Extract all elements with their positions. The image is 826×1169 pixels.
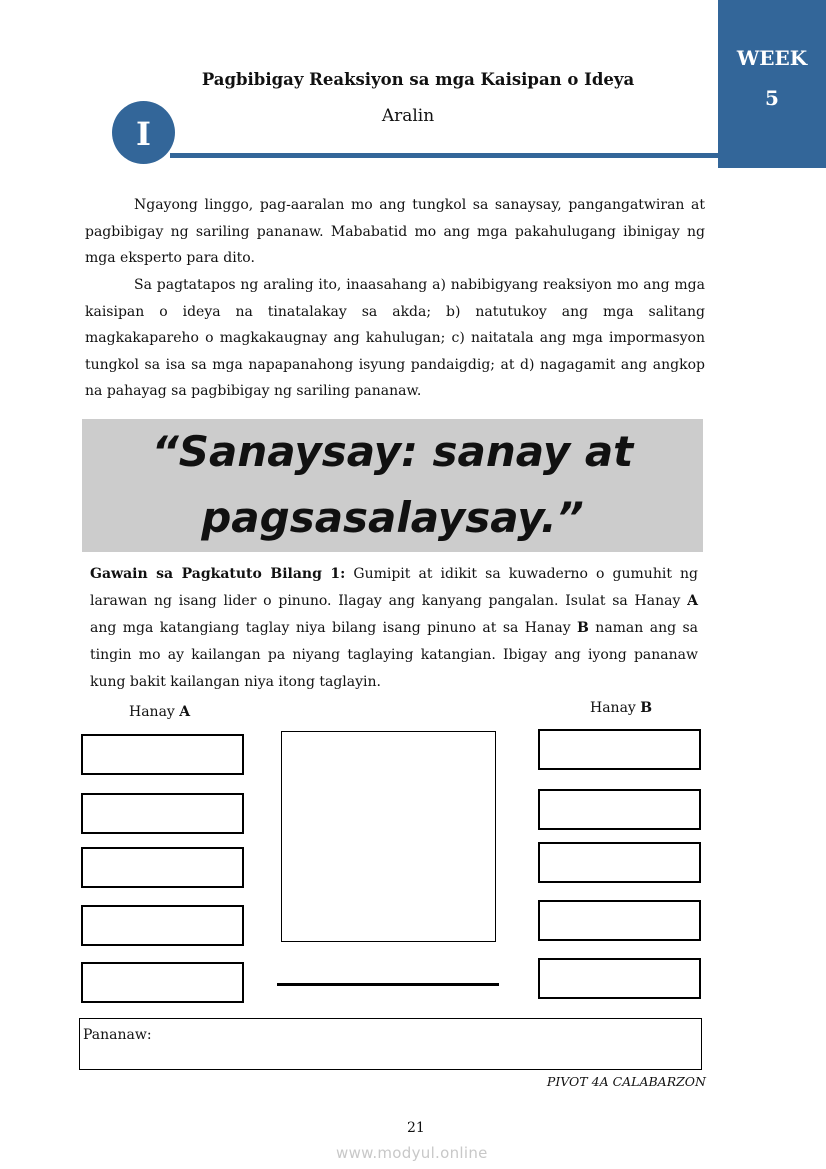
activity-text: naman ang sa tingin mo ay kailangan pa niyang taglaying katangian. Ibigay ang iyong pananaw kung bakit kailangan niya itong taglayin. [90,620,698,690]
activity-heading: Gawain sa Pagkatuto Bilang 1: [90,566,346,582]
quote-line: “Sanaysay: sanay at [151,427,634,476]
page-number: 21 [407,1120,425,1136]
header-rule [170,153,718,158]
column-b-letter: B [640,700,653,716]
pananaw-label: Pananaw: [83,1027,152,1043]
column-a-label [129,704,190,720]
column-b-label [590,700,652,716]
week-number: 5 [765,86,779,110]
column-b-box[interactable] [538,900,701,941]
section-badge: I [112,101,175,164]
leader-name-line[interactable] [277,983,499,986]
lesson-title: Pagbibigay Reaksiyon sa mga Kaisipan o Ideya [201,70,635,89]
activity-text: Gumipit at idikit sa kuwaderno o gumuhit ng larawan ng isang lider o pinuno. Ilagay ang kanyang pangalan. Isulat sa Hanay [90,566,699,609]
column-b-box[interactable] [538,842,701,883]
column-b-box[interactable] [538,958,701,999]
intro-paragraph: Ngayong linggo, pag-aaralan mo ang tungkol sa sanaysay, pangangatwiran at pagbibigay ng sariling pananaw. Mababatid mo ang mga pakahulugang ibinigay ng mga eksperto para dito. [85,197,705,266]
activity-text: B [577,620,589,636]
column-a-letter: A [179,704,191,720]
quote-banner [82,419,703,552]
column-b-box[interactable] [538,789,701,830]
lesson-subtitle: Aralin [381,106,435,126]
pananaw-box[interactable] [79,1018,702,1070]
watermark: www.modyul.online [336,1144,488,1162]
activity-text: ang mga katangiang taglay niya bilang isang pinuno at sa Hanay [90,620,578,636]
column-a-box[interactable] [81,962,244,1003]
column-a-label-text: Hanay [129,704,180,720]
activity-instructions [90,561,698,696]
column-b-label-text: Hanay [590,700,641,716]
week-tab [718,0,826,168]
column-b-box[interactable] [538,729,701,770]
activity-text: A [687,593,698,609]
quote-line: pagsasalaysay.” [201,493,584,542]
footer-credit: PIVOT 4A CALABARZON [546,1074,706,1089]
column-a-box[interactable] [81,793,244,834]
column-a-box[interactable] [81,905,244,946]
leader-picture-box[interactable] [281,731,496,942]
column-a-box[interactable] [81,847,244,888]
objectives-paragraph: Sa pagtatapos ng araling ito, inaasahang a) nabibigyang reaksiyon mo ang mga kaisipan o ideya na tinatalakay sa akda; b) natutukoy ang mga salitang magkakapareho o magkakaugnay ang kahulugan; c) naitatala ang mga impormasyon tungkol sa isa sa mga napapanahong isyung pandaigdig; at d) nagagamit ang angkop na pahayag sa pagbibigay ng sariling pananaw. [85,277,705,399]
week-label: WEEK [736,46,808,70]
column-a-box[interactable] [81,734,244,775]
